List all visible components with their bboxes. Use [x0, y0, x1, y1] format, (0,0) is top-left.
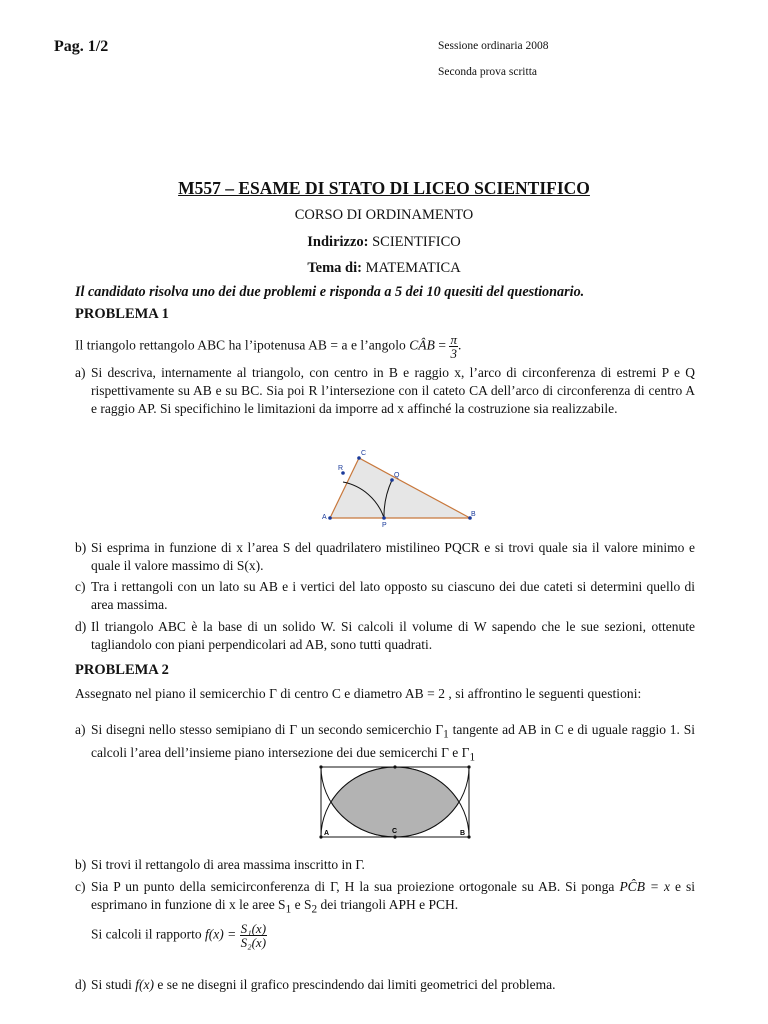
exam-title: M557 – ESAME DI STATO DI LICEO SCIENTIFICO — [178, 178, 590, 198]
ratio-line — [91, 922, 267, 949]
item-label: a) — [75, 365, 86, 380]
label-c: C — [392, 828, 398, 835]
ratio-text: Si calcoli il rapporto — [91, 926, 202, 942]
ratio-denominator: S₂(x) — [240, 935, 267, 950]
item-text — [91, 721, 695, 767]
problem1-intro-text: Il triangolo rettangolo ABC ha l’ipotenusa AB = a e l’angolo — [75, 337, 406, 353]
item-label: a) — [75, 722, 86, 737]
fx-label: f(x) — [135, 977, 154, 992]
problem2-item-c — [75, 878, 695, 919]
item-text: Si esprima in funzione di x l’area S del quadrilatero mistilineo PQCR e si trovi quale sia il valore minimo e quale il valore massimo di S(x). — [91, 540, 695, 574]
item-text — [91, 878, 695, 919]
pi-over-3 — [449, 333, 458, 360]
page-number: Pag. 1/2 — [54, 38, 109, 55]
frac-numerator: π — [450, 332, 458, 347]
item-text: Tra i rettangoli con un lato su AB e i vertici del lato opposto su ciascuno dei due cateti si determini quello di area massima. — [91, 579, 695, 613]
item-d-text-1: Si studi — [91, 977, 132, 992]
item-label: c) — [75, 879, 86, 894]
label-c: C — [361, 450, 367, 457]
item-a-text-2: tangente ad AB in C e di uguale raggio 1. Si calcoli l’area dell’insieme piano intersezione dei due semicerchi Γ e Γ — [91, 722, 695, 760]
item-text — [91, 976, 695, 994]
item-c-text-4: dei triangoli APH e PCH. — [317, 897, 459, 913]
problem1-item-c — [75, 578, 695, 614]
instructions: Il candidato risolva uno dei due problemi e risponda a 5 dei 10 quesiti del questionario. — [75, 284, 585, 300]
item-label: c) — [75, 579, 86, 594]
s2-sub: 2 — [311, 903, 318, 916]
label-b: B — [460, 830, 466, 837]
semicircles-figure — [316, 764, 474, 840]
course-label: CORSO DI ORDINAMENTO — [294, 207, 474, 223]
item-c-text-1: Sia P un punto della semicirconferenza di Γ, H la sua proiezione ortogonale su AB. Si ponga — [91, 879, 615, 894]
item-d-text-2: e se ne disegni il grafico prescindendo dai limiti geometrici del problema. — [157, 977, 556, 992]
theme-line — [0, 260, 768, 277]
item-c-text-2: e si esprimano in funzione di x le aree S — [91, 879, 696, 913]
label-a: A — [324, 830, 330, 837]
frac-denominator: 3 — [450, 346, 458, 361]
item-text: Si trovi il rettangolo di area massima inscritto in Γ. — [91, 857, 365, 872]
problem2-item-a — [75, 721, 695, 767]
problem1-title: PROBLEMA 1 — [75, 306, 169, 322]
triangle-figure — [318, 446, 482, 528]
address-line — [0, 234, 768, 251]
gamma1-sub: 1 — [469, 751, 476, 764]
label-q: Q — [394, 472, 400, 479]
item-label: d) — [75, 977, 87, 992]
problem2-item-d — [75, 976, 695, 994]
problem2-item-b — [75, 856, 695, 874]
address-value: SCIENTIFICO — [372, 234, 461, 250]
problem1-item-a — [75, 364, 695, 419]
label-r: R — [338, 465, 344, 472]
ratio-numerator: S₁(x) — [240, 921, 267, 936]
s1-sub: 1 — [285, 903, 292, 916]
theme-value: MATEMATICA — [365, 260, 461, 276]
label-b: B — [471, 511, 476, 518]
period: . — [458, 337, 462, 353]
test-label: Seconda prova scritta — [438, 66, 537, 78]
problem1-item-b — [75, 539, 695, 575]
problem2-intro: Assegnato nel piano il semicerchio Γ di centro C e diametro AB = 2 , si affrontino le seguenti questioni: — [75, 686, 642, 701]
problem1-intro — [75, 333, 695, 360]
item-label: b) — [75, 857, 87, 872]
label-p: P — [382, 522, 387, 528]
gamma1-sub: 1 — [443, 728, 449, 741]
theme-label: Tema di: — [307, 260, 362, 276]
item-label: d) — [75, 619, 87, 634]
session-label: Sessione ordinaria 2008 — [438, 40, 549, 52]
item-label: b) — [75, 540, 87, 555]
item-text: Il triangolo ABC è la base di un solido W. Si calcoli il volume di W sapendo che le sue sezioni, ottenute tagliandolo con piani perpendicolari ad AB, sono tutti quadrati. — [91, 619, 695, 653]
problem2-title: PROBLEMA 2 — [75, 662, 169, 678]
ratio-fraction — [240, 922, 267, 949]
address-label: Indirizzo: — [307, 234, 369, 250]
item-text: Si descriva, internamente al triangolo, con centro in B e raggio x, l’arco di circonferenza di estremi P e Q rispettivamente su AB e su BC. Sia poi R l’intersezione con il cateto CA dell’arco di circonferenza di centro A e raggio AP. Si specifichino le limitazioni da imporre ad x affinché la costruzione sia realizzabile. — [91, 365, 695, 417]
fx-label: f(x) = — [204, 926, 237, 942]
equals-sign: = — [438, 337, 447, 353]
label-a: A — [322, 514, 327, 521]
angle-cab: CÂB — [409, 337, 435, 353]
angle-pcb: PĈB = x — [619, 879, 671, 894]
item-c-text-3: e S — [291, 897, 312, 913]
problem1-item-d — [75, 618, 695, 654]
item-a-text-1: Si disegni nello stesso semipiano di Γ un secondo semicerchio Γ — [91, 722, 444, 737]
